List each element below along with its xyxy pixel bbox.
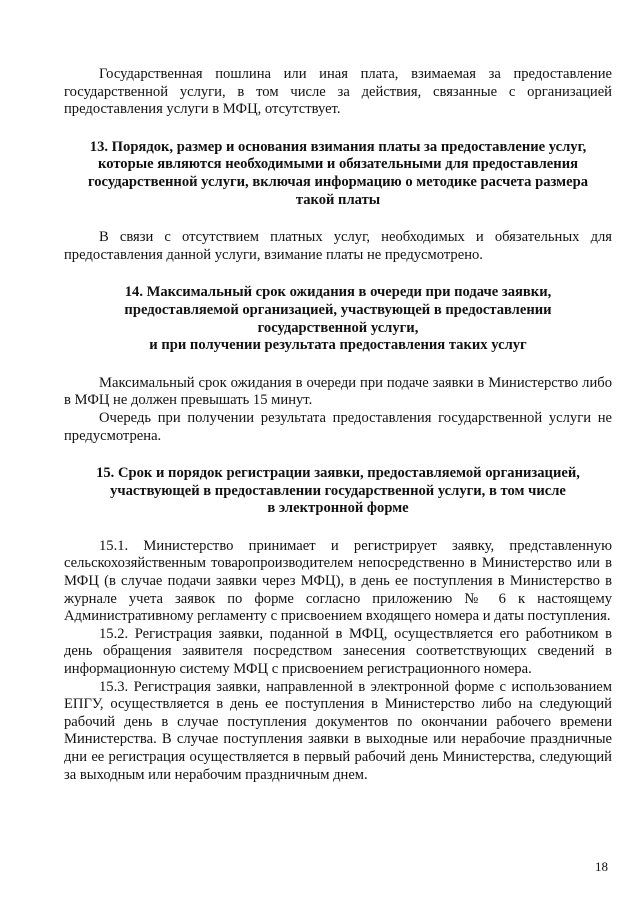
section-14-heading-line: 14. Максимальный срок ожидания в очереди при подаче заявки, предоставляемой организацией, участвующей в предоставлении государственной услуги, bbox=[124, 284, 552, 336]
section-15-paragraph: 15.1. Министерство принимает и регистрирует заявку, представленную сельскохозяйственным товаропроизводителем непосредственно в Министерство или в МФЦ (в случае подачи заявки через МФЦ), в день ее поступления в Министерство в журнале учета заявок по форме согласно приложению № 6 к настоящему Административному регламенту с присвоением входящего номера и даты поступления. bbox=[64, 537, 612, 625]
section-14-paragraph: Очередь при получении результата предоставления государственной услуги не предусмотрена. bbox=[64, 409, 612, 444]
document-page bbox=[64, 66, 612, 784]
section-15-paragraph: 15.2. Регистрация заявки, поданной в МФЦ, осуществляется его работником в день обращения заявителя посредством занесения соответствующих сведений в информационную систему МФЦ с присвоением регистрационного номера. bbox=[64, 625, 612, 678]
section-14-heading-line: и при получении результата предоставления таких услуг bbox=[149, 337, 527, 354]
section-15-heading-line: 15. Срок и порядок регистрации заявки, предоставляемой организацией, участвующей в предоставлении государственной услуги, в том числе bbox=[96, 465, 580, 499]
section-14-heading bbox=[64, 284, 612, 354]
section-15-paragraph: 15.3. Регистрация заявки, направленной в электронной форме с использованием ЕПГУ, осуществляется в день ее поступления в Министерство либо на следующий рабочий день в случае поступления документов по окончании рабочего времени Министерства. В случае поступления заявки в выходные или нерабочие праздничные дни ее регистрация осуществляется в первый рабочий день Министерства, следующий за выходным или нерабочим праздничным днем. bbox=[64, 678, 612, 783]
page-number: 18 bbox=[595, 859, 608, 874]
section-13-paragraph: В связи с отсутствием платных услуг, необходимых и обязательных для предоставления данной услуги, взимание платы не предусмотрено. bbox=[64, 229, 612, 263]
section-15-heading-line: в электронной форме bbox=[267, 500, 409, 517]
paragraph-fee: Государственная пошлина или иная плата, взимаемая за предоставление государственной услуги, в том числе за действия, связанные с организацией предоставления услуги в МФЦ, отсутствует. bbox=[64, 66, 612, 118]
section-15-heading bbox=[64, 465, 612, 518]
section-14-paragraph: Максимальный срок ожидания в очереди при подаче заявки в Министерство либо в МФЦ не должен превышать 15 минут. bbox=[64, 374, 612, 409]
section-13-heading: 13. Порядок, размер и основания взимания платы за предоставление услуг, которые являются необходимыми и обязательными для предоставления государственной услуги, включая информацию о методике расчета размера такой платы bbox=[87, 138, 589, 208]
